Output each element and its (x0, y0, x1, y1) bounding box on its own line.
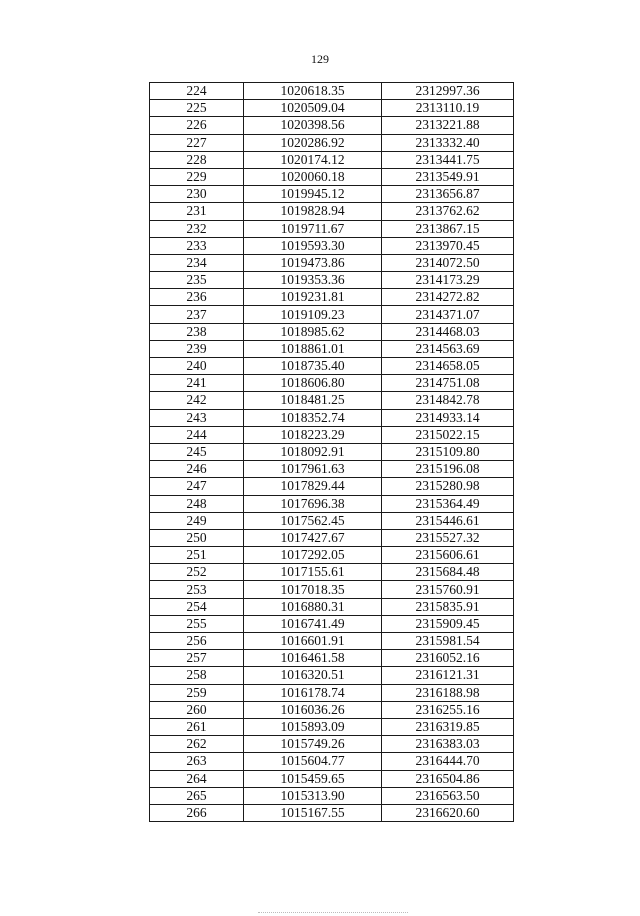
table-row (150, 547, 514, 564)
y-coordinate-cell: 2315606.61 (382, 547, 514, 564)
y-coordinate-cell: 2313970.45 (382, 237, 514, 254)
point-number-cell: 262 (150, 736, 244, 753)
x-coordinate-cell: 1017562.45 (244, 512, 382, 529)
y-coordinate-cell: 2315684.48 (382, 564, 514, 581)
coordinate-table-body (150, 83, 514, 822)
x-coordinate-cell: 1019231.81 (244, 289, 382, 306)
table-row (150, 186, 514, 203)
point-number-cell: 257 (150, 650, 244, 667)
table-row (150, 203, 514, 220)
y-coordinate-cell: 2315760.91 (382, 581, 514, 598)
table-row (150, 718, 514, 735)
table-row (150, 151, 514, 168)
y-coordinate-cell: 2315835.91 (382, 598, 514, 615)
table-row (150, 753, 514, 770)
x-coordinate-cell: 1016178.74 (244, 684, 382, 701)
x-coordinate-cell: 1017155.61 (244, 564, 382, 581)
table-row (150, 117, 514, 134)
x-coordinate-cell: 1017292.05 (244, 547, 382, 564)
y-coordinate-cell: 2316620.60 (382, 804, 514, 821)
point-number-cell: 227 (150, 134, 244, 151)
point-number-cell: 251 (150, 547, 244, 564)
x-coordinate-cell: 1019828.94 (244, 203, 382, 220)
x-coordinate-cell: 1015167.55 (244, 804, 382, 821)
x-coordinate-cell: 1018606.80 (244, 375, 382, 392)
table-row (150, 254, 514, 271)
y-coordinate-cell: 2316383.03 (382, 736, 514, 753)
y-coordinate-cell: 2316319.85 (382, 718, 514, 735)
table-row (150, 804, 514, 821)
y-coordinate-cell: 2313762.62 (382, 203, 514, 220)
x-coordinate-cell: 1016601.91 (244, 633, 382, 650)
table-row (150, 770, 514, 787)
point-number-cell: 263 (150, 753, 244, 770)
table-row (150, 323, 514, 340)
y-coordinate-cell: 2314933.14 (382, 409, 514, 426)
y-coordinate-cell: 2315364.49 (382, 495, 514, 512)
x-coordinate-cell: 1017829.44 (244, 478, 382, 495)
x-coordinate-cell: 1016741.49 (244, 615, 382, 632)
y-coordinate-cell: 2314842.78 (382, 392, 514, 409)
x-coordinate-cell: 1018861.01 (244, 340, 382, 357)
point-number-cell: 249 (150, 512, 244, 529)
table-row (150, 272, 514, 289)
table-row (150, 512, 514, 529)
y-coordinate-cell: 2313110.19 (382, 100, 514, 117)
table-row (150, 701, 514, 718)
x-coordinate-cell: 1015313.90 (244, 787, 382, 804)
x-coordinate-cell: 1016320.51 (244, 667, 382, 684)
point-number-cell: 265 (150, 787, 244, 804)
point-number-cell: 225 (150, 100, 244, 117)
point-number-cell: 250 (150, 529, 244, 546)
point-number-cell: 226 (150, 117, 244, 134)
y-coordinate-cell: 2314272.82 (382, 289, 514, 306)
y-coordinate-cell: 2313441.75 (382, 151, 514, 168)
x-coordinate-cell: 1017018.35 (244, 581, 382, 598)
table-row (150, 564, 514, 581)
point-number-cell: 242 (150, 392, 244, 409)
y-coordinate-cell: 2315527.32 (382, 529, 514, 546)
table-row (150, 83, 514, 100)
table-row (150, 650, 514, 667)
point-number-cell: 264 (150, 770, 244, 787)
table-row (150, 375, 514, 392)
x-coordinate-cell: 1015604.77 (244, 753, 382, 770)
x-coordinate-cell: 1017427.67 (244, 529, 382, 546)
y-coordinate-cell: 2313656.87 (382, 186, 514, 203)
y-coordinate-cell: 2316504.86 (382, 770, 514, 787)
y-coordinate-cell: 2316188.98 (382, 684, 514, 701)
table-row (150, 787, 514, 804)
scan-artifact-line (258, 912, 408, 913)
y-coordinate-cell: 2314072.50 (382, 254, 514, 271)
point-number-cell: 230 (150, 186, 244, 203)
point-number-cell: 261 (150, 718, 244, 735)
point-number-cell: 246 (150, 461, 244, 478)
y-coordinate-cell: 2314751.08 (382, 375, 514, 392)
table-row (150, 667, 514, 684)
y-coordinate-cell: 2316444.70 (382, 753, 514, 770)
y-coordinate-cell: 2314468.03 (382, 323, 514, 340)
table-row (150, 736, 514, 753)
point-number-cell: 254 (150, 598, 244, 615)
x-coordinate-cell: 1015459.65 (244, 770, 382, 787)
y-coordinate-cell: 2315981.54 (382, 633, 514, 650)
point-number-cell: 237 (150, 306, 244, 323)
x-coordinate-cell: 1015893.09 (244, 718, 382, 735)
x-coordinate-cell: 1018985.62 (244, 323, 382, 340)
y-coordinate-cell: 2315446.61 (382, 512, 514, 529)
table-row (150, 168, 514, 185)
point-number-cell: 236 (150, 289, 244, 306)
point-number-cell: 232 (150, 220, 244, 237)
table-row (150, 529, 514, 546)
point-number-cell: 260 (150, 701, 244, 718)
y-coordinate-cell: 2314371.07 (382, 306, 514, 323)
table-row (150, 426, 514, 443)
y-coordinate-cell: 2316121.31 (382, 667, 514, 684)
table-row (150, 289, 514, 306)
point-number-cell: 247 (150, 478, 244, 495)
x-coordinate-cell: 1018481.25 (244, 392, 382, 409)
x-coordinate-cell: 1016036.26 (244, 701, 382, 718)
table-row (150, 220, 514, 237)
table-row (150, 684, 514, 701)
coordinate-table (149, 82, 514, 822)
table-row (150, 633, 514, 650)
point-number-cell: 234 (150, 254, 244, 271)
y-coordinate-cell: 2315909.45 (382, 615, 514, 632)
x-coordinate-cell: 1020398.56 (244, 117, 382, 134)
x-coordinate-cell: 1016880.31 (244, 598, 382, 615)
point-number-cell: 233 (150, 237, 244, 254)
x-coordinate-cell: 1015749.26 (244, 736, 382, 753)
point-number-cell: 248 (150, 495, 244, 512)
point-number-cell: 258 (150, 667, 244, 684)
point-number-cell: 235 (150, 272, 244, 289)
table-row (150, 237, 514, 254)
x-coordinate-cell: 1020174.12 (244, 151, 382, 168)
point-number-cell: 224 (150, 83, 244, 100)
y-coordinate-cell: 2313549.91 (382, 168, 514, 185)
x-coordinate-cell: 1019353.36 (244, 272, 382, 289)
y-coordinate-cell: 2315109.80 (382, 443, 514, 460)
y-coordinate-cell: 2314173.29 (382, 272, 514, 289)
point-number-cell: 255 (150, 615, 244, 632)
table-row (150, 581, 514, 598)
x-coordinate-cell: 1017961.63 (244, 461, 382, 478)
point-number-cell: 244 (150, 426, 244, 443)
point-number-cell: 240 (150, 358, 244, 375)
table-row (150, 461, 514, 478)
y-coordinate-cell: 2314563.69 (382, 340, 514, 357)
y-coordinate-cell: 2312997.36 (382, 83, 514, 100)
y-coordinate-cell: 2316052.16 (382, 650, 514, 667)
point-number-cell: 239 (150, 340, 244, 357)
x-coordinate-cell: 1020060.18 (244, 168, 382, 185)
y-coordinate-cell: 2315280.98 (382, 478, 514, 495)
table-row (150, 443, 514, 460)
x-coordinate-cell: 1017696.38 (244, 495, 382, 512)
x-coordinate-cell: 1020286.92 (244, 134, 382, 151)
point-number-cell: 253 (150, 581, 244, 598)
table-row (150, 598, 514, 615)
point-number-cell: 259 (150, 684, 244, 701)
y-coordinate-cell: 2315196.08 (382, 461, 514, 478)
point-number-cell: 243 (150, 409, 244, 426)
point-number-cell: 238 (150, 323, 244, 340)
point-number-cell: 256 (150, 633, 244, 650)
table-row (150, 495, 514, 512)
table-row (150, 100, 514, 117)
x-coordinate-cell: 1018092.91 (244, 443, 382, 460)
x-coordinate-cell: 1019593.30 (244, 237, 382, 254)
point-number-cell: 241 (150, 375, 244, 392)
y-coordinate-cell: 2313867.15 (382, 220, 514, 237)
x-coordinate-cell: 1018352.74 (244, 409, 382, 426)
x-coordinate-cell: 1020509.04 (244, 100, 382, 117)
x-coordinate-cell: 1016461.58 (244, 650, 382, 667)
table-row (150, 392, 514, 409)
table-row (150, 478, 514, 495)
table-row (150, 340, 514, 357)
point-number-cell: 229 (150, 168, 244, 185)
x-coordinate-cell: 1018735.40 (244, 358, 382, 375)
page-number: 129 (311, 52, 329, 66)
table-row (150, 134, 514, 151)
table-row (150, 615, 514, 632)
point-number-cell: 252 (150, 564, 244, 581)
point-number-cell: 231 (150, 203, 244, 220)
table-row (150, 358, 514, 375)
y-coordinate-cell: 2314658.05 (382, 358, 514, 375)
table-row (150, 409, 514, 426)
x-coordinate-cell: 1019945.12 (244, 186, 382, 203)
y-coordinate-cell: 2316255.16 (382, 701, 514, 718)
x-coordinate-cell: 1019473.86 (244, 254, 382, 271)
x-coordinate-cell: 1020618.35 (244, 83, 382, 100)
x-coordinate-cell: 1018223.29 (244, 426, 382, 443)
y-coordinate-cell: 2313332.40 (382, 134, 514, 151)
x-coordinate-cell: 1019109.23 (244, 306, 382, 323)
point-number-cell: 228 (150, 151, 244, 168)
point-number-cell: 245 (150, 443, 244, 460)
x-coordinate-cell: 1019711.67 (244, 220, 382, 237)
table-row (150, 306, 514, 323)
y-coordinate-cell: 2316563.50 (382, 787, 514, 804)
y-coordinate-cell: 2313221.88 (382, 117, 514, 134)
y-coordinate-cell: 2315022.15 (382, 426, 514, 443)
point-number-cell: 266 (150, 804, 244, 821)
